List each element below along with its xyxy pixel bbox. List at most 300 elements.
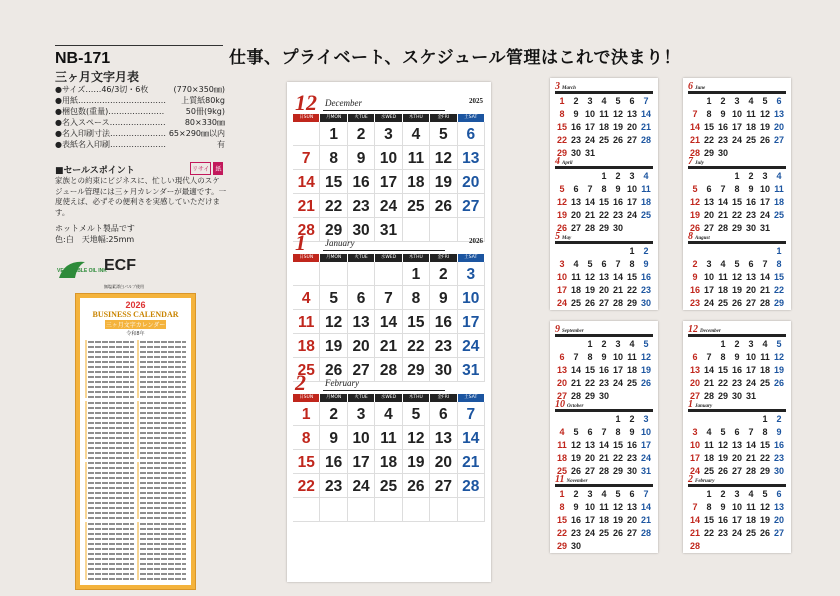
thumb-date-cell: 14 xyxy=(612,272,623,282)
date-cell: 5 xyxy=(403,402,430,426)
thumb-month-label: April xyxy=(562,161,573,166)
thumb-date-cell: 25 xyxy=(640,210,651,220)
month-block xyxy=(293,372,485,522)
date-cell: 14 xyxy=(375,310,402,334)
thumb-date-cell: 26 xyxy=(556,223,567,233)
thumb-date-cell: 13 xyxy=(556,365,567,375)
thumb-date-cell: 4 xyxy=(720,259,726,269)
thumb-date-cell: 11 xyxy=(704,440,714,450)
thumb-date-cell: 13 xyxy=(745,272,756,282)
thumb-date-cell: 8 xyxy=(776,259,782,269)
thumb-date-cell: 13 xyxy=(626,109,637,119)
thumb-date-cell xyxy=(716,245,730,258)
thumb-date-cell: 28 xyxy=(717,223,728,233)
thumb-date-cell: 28 xyxy=(570,391,581,401)
thumb-date-cell xyxy=(688,245,702,258)
thumb-date-cell: 27 xyxy=(598,298,609,308)
date-cell: 15 xyxy=(293,450,320,474)
thumb-date-cell: 29 xyxy=(731,223,742,233)
thumb-date-cell: 13 xyxy=(773,502,784,512)
thumb-date-cell: 16 xyxy=(570,122,581,132)
thumb-date-cell: 25 xyxy=(598,135,609,145)
thumb-date-cell: 13 xyxy=(598,272,609,282)
thumb-date-cell: 28 xyxy=(612,298,623,308)
thumb-date-cell: 6 xyxy=(748,259,754,269)
thumb-date-cell: 15 xyxy=(612,440,623,450)
thumb-date-cell xyxy=(744,540,758,553)
thumb-date-cell: 16 xyxy=(773,440,784,450)
thumb-date-cell: 26 xyxy=(689,223,700,233)
thumb-date-cell: 20 xyxy=(570,210,581,220)
vegetable-label: VEGETABLE OIL INK xyxy=(57,268,107,274)
thumb-date-cell: 6 xyxy=(601,259,607,269)
thumb-date-cell: 6 xyxy=(587,427,593,437)
thumb-date-cell: 22 xyxy=(556,528,567,538)
ecf-logo: ECF 無塩素漂白パルプ使用 xyxy=(104,257,144,289)
thumb-date-cell xyxy=(611,245,625,258)
thumb-date-cell: 24 xyxy=(689,466,700,476)
cover-thumbnail xyxy=(75,293,196,590)
thumb-date-cell: 1 xyxy=(706,96,712,106)
thumb-date-cell: 24 xyxy=(584,528,595,538)
date-cell: 2 xyxy=(348,122,375,146)
thumb-date-cell: 28 xyxy=(584,223,595,233)
thumb-date-cell xyxy=(772,540,786,553)
thumb-date-cell: 1 xyxy=(559,96,565,106)
thumb-date-cell: 10 xyxy=(689,440,700,450)
date-cell: 11 xyxy=(375,426,402,450)
thumb-date-cell xyxy=(702,245,716,258)
date-cell: 9 xyxy=(430,286,457,310)
thumb-date-cell: 13 xyxy=(773,109,784,119)
calendar-page-thumbnail xyxy=(550,78,658,310)
date-cell: 27 xyxy=(348,358,375,382)
date-cell: 12 xyxy=(320,310,347,334)
thumb-date-cell: 26 xyxy=(612,528,623,538)
date-cell: 2 xyxy=(320,402,347,426)
thumb-date-cell: 8 xyxy=(734,184,740,194)
thumb-date-cell: 21 xyxy=(717,210,728,220)
thumb-date-cell: 23 xyxy=(612,210,623,220)
thumb-date-cell: 2 xyxy=(720,489,726,499)
product-code: NB-171 xyxy=(55,50,111,67)
thumb-date-cell: 3 xyxy=(643,414,649,424)
thumb-date-cell xyxy=(716,170,730,183)
binding-info: ホットメルト製品です 色:白 天地幅:25mm xyxy=(55,224,135,244)
thumb-date-cell: 1 xyxy=(720,339,726,349)
thumb-date-cell: 22 xyxy=(584,378,595,388)
thumb-date-cell: 15 xyxy=(584,365,595,375)
thumb-month-number: 7 xyxy=(688,156,693,167)
thumb-date-cell: 22 xyxy=(717,378,728,388)
date-cell: 7 xyxy=(375,286,402,310)
thumb-date-cell: 10 xyxy=(626,184,637,194)
date-cell: 26 xyxy=(403,474,430,498)
thumb-date-cell: 21 xyxy=(584,210,595,220)
thumb-date-cell: 12 xyxy=(731,272,742,282)
thumb-date-cell: 17 xyxy=(584,515,595,525)
thumb-date-cell xyxy=(688,413,702,426)
date-cell: 20 xyxy=(430,450,457,474)
thumb-date-cell xyxy=(555,338,569,351)
thumb-date-cell: 11 xyxy=(641,184,651,194)
thumb-date-cell xyxy=(758,245,772,258)
thumb-date-cell: 27 xyxy=(584,466,595,476)
thumb-date-cell: 21 xyxy=(745,453,756,463)
thumb-date-cell: 9 xyxy=(776,427,782,437)
date-cell: 20 xyxy=(458,170,485,194)
thumb-month-block xyxy=(555,82,653,160)
thumb-date-cell: 31 xyxy=(640,466,651,476)
date-cell xyxy=(293,122,320,146)
thumb-date-cell: 19 xyxy=(570,453,581,463)
date-cell: 29 xyxy=(320,218,347,242)
thumb-date-cell xyxy=(702,540,716,553)
thumb-date-cell: 12 xyxy=(759,109,770,119)
thumb-date-cell: 27 xyxy=(689,391,700,401)
month-number: 1 xyxy=(295,230,306,255)
thumb-date-cell: 30 xyxy=(570,148,581,158)
thumb-date-cell: 17 xyxy=(689,453,700,463)
thumb-date-cell: 7 xyxy=(643,96,649,106)
thumb-date-cell: 27 xyxy=(626,135,637,145)
thumb-date-cell: 16 xyxy=(570,515,581,525)
thumb-date-cell: 3 xyxy=(762,171,768,181)
thumb-date-cell: 2 xyxy=(629,414,635,424)
thumb-date-cell: 11 xyxy=(718,272,728,282)
thumb-date-cell: 15 xyxy=(626,272,637,282)
thumb-date-cell: 23 xyxy=(640,285,651,295)
thumb-date-cell: 16 xyxy=(731,365,742,375)
weekday-label: 水WED xyxy=(375,114,401,122)
thumb-month-number: 2 xyxy=(688,474,693,485)
thumb-date-cell: 7 xyxy=(587,184,593,194)
thumb-date-cell: 25 xyxy=(745,528,756,538)
date-cell: 15 xyxy=(403,310,430,334)
thumb-date-cell: 21 xyxy=(689,528,700,538)
weekday-label: 日SUN xyxy=(293,114,319,122)
thumb-date-cell: 23 xyxy=(626,453,637,463)
thumb-date-cell: 30 xyxy=(745,223,756,233)
thumb-date-cell: 16 xyxy=(640,272,651,282)
thumb-date-cell xyxy=(569,245,583,258)
thumb-date-cell: 3 xyxy=(734,96,740,106)
thumb-date-cell: 25 xyxy=(703,466,714,476)
thumb-date-cell: 10 xyxy=(703,272,714,282)
thumb-date-cell: 20 xyxy=(598,285,609,295)
thumb-date-cell xyxy=(611,540,625,553)
thumb-date-cell: 7 xyxy=(573,352,579,362)
date-cell: 3 xyxy=(348,402,375,426)
thumb-date-cell: 12 xyxy=(689,197,700,207)
thumb-date-cell: 27 xyxy=(745,298,756,308)
thumb-date-cell: 3 xyxy=(587,489,593,499)
thumb-date-cell: 2 xyxy=(573,96,579,106)
thumb-date-cell: 14 xyxy=(640,109,651,119)
thumb-date-cell: 23 xyxy=(745,210,756,220)
thumb-date-cell: 27 xyxy=(773,528,784,538)
thumb-date-cell: 17 xyxy=(703,285,714,295)
thumb-date-cell: 26 xyxy=(640,378,651,388)
thumb-date-cell: 26 xyxy=(759,135,770,145)
thumb-date-cell xyxy=(702,170,716,183)
month-number: 12 xyxy=(295,90,317,115)
thumb-date-cell: 27 xyxy=(556,391,567,401)
thumb-date-cell: 16 xyxy=(626,440,637,450)
date-cell: 6 xyxy=(458,122,485,146)
weekday-row xyxy=(293,254,485,262)
thumb-date-cell: 5 xyxy=(643,339,649,349)
thumb-date-grid xyxy=(688,338,786,403)
thumb-date-cell: 27 xyxy=(703,223,714,233)
thumb-month-block xyxy=(688,325,786,403)
thumb-date-cell: 9 xyxy=(643,259,649,269)
weekday-label: 月MON xyxy=(320,114,346,122)
thumb-date-cell xyxy=(583,413,597,426)
vegetable-oil-ink-logo xyxy=(55,258,107,282)
thumb-month-block xyxy=(688,400,786,478)
thumb-date-cell: 18 xyxy=(759,365,770,375)
thumb-date-cell: 5 xyxy=(573,427,579,437)
thumb-date-cell: 21 xyxy=(598,453,609,463)
thumb-date-cell: 21 xyxy=(689,135,700,145)
thumb-date-cell: 21 xyxy=(640,122,651,132)
weekday-row xyxy=(293,394,485,402)
thumb-date-cell: 15 xyxy=(598,197,609,207)
thumb-date-cell: 30 xyxy=(773,466,784,476)
month-label: January xyxy=(325,238,355,248)
thumb-date-cell: 16 xyxy=(689,285,700,295)
date-cell: 8 xyxy=(403,286,430,310)
thumb-date-cell: 10 xyxy=(640,427,651,437)
thumb-date-cell: 29 xyxy=(717,391,728,401)
thumb-month-header xyxy=(688,157,786,166)
thumb-date-cell: 28 xyxy=(759,298,770,308)
thumb-date-cell: 18 xyxy=(745,122,756,132)
product-name: 三ヶ月文字月表 xyxy=(55,70,140,84)
thumb-month-header xyxy=(555,232,653,241)
thumb-date-cell xyxy=(688,488,702,501)
cover-subtitle: 三ヶ月文字カレンダー xyxy=(105,322,166,329)
thumb-date-cell: 12 xyxy=(612,502,623,512)
thumb-date-cell: 18 xyxy=(717,285,728,295)
thumb-date-cell: 26 xyxy=(584,298,595,308)
thumb-date-cell: 9 xyxy=(720,109,726,119)
thumb-date-cell: 21 xyxy=(570,378,581,388)
date-cell: 5 xyxy=(430,122,457,146)
date-cell: 18 xyxy=(403,170,430,194)
thumb-date-cell: 3 xyxy=(748,339,754,349)
thumb-date-cell: 8 xyxy=(601,184,607,194)
thumb-date-cell: 22 xyxy=(703,135,714,145)
date-cell: 23 xyxy=(320,474,347,498)
date-cell: 16 xyxy=(348,170,375,194)
date-cell: 7 xyxy=(458,402,485,426)
thumb-date-cell: 2 xyxy=(734,339,740,349)
thumb-date-cell: 11 xyxy=(599,109,609,119)
date-cell: 28 xyxy=(293,218,320,242)
thumb-date-cell: 19 xyxy=(640,365,651,375)
date-cell: 17 xyxy=(375,170,402,194)
date-cell: 26 xyxy=(320,358,347,382)
thumb-date-cell: 30 xyxy=(717,148,728,158)
thumb-date-cell: 1 xyxy=(601,171,607,181)
thumb-date-cell: 5 xyxy=(776,339,782,349)
date-cell: 25 xyxy=(375,474,402,498)
thumb-date-cell: 10 xyxy=(612,352,623,362)
thumb-date-cell: 12 xyxy=(640,352,651,362)
date-cell: 11 xyxy=(293,310,320,334)
cover-era: 令和8年 xyxy=(126,331,145,337)
date-cell: 4 xyxy=(403,122,430,146)
weekday-label: 水WED xyxy=(375,254,401,262)
thumb-date-cell xyxy=(688,338,702,351)
thumb-date-cell: 10 xyxy=(759,184,770,194)
thumb-date-cell: 19 xyxy=(759,122,770,132)
thumb-date-cell: 2 xyxy=(748,171,754,181)
thumb-date-cell: 8 xyxy=(587,352,593,362)
date-cell: 22 xyxy=(403,334,430,358)
thumb-date-cell: 19 xyxy=(773,365,784,375)
thumb-month-label: September xyxy=(562,329,584,334)
thumb-date-grid xyxy=(688,245,786,310)
thumb-date-cell: 13 xyxy=(703,197,714,207)
thumb-date-cell: 4 xyxy=(601,96,607,106)
weekday-label: 火TUE xyxy=(348,254,374,262)
thumb-date-cell: 6 xyxy=(692,352,698,362)
thumb-date-grid xyxy=(555,488,653,553)
thumb-date-cell: 21 xyxy=(640,515,651,525)
thumb-date-grid xyxy=(688,170,786,235)
thumb-date-cell: 22 xyxy=(731,210,742,220)
thumb-date-cell: 28 xyxy=(745,466,756,476)
thumb-date-cell: 5 xyxy=(762,489,768,499)
thumb-date-cell: 8 xyxy=(559,109,565,119)
thumb-month-block xyxy=(555,157,653,235)
thumb-date-cell: 28 xyxy=(703,391,714,401)
thumb-date-cell xyxy=(583,540,597,553)
thumb-date-grid xyxy=(688,413,786,478)
thumb-date-cell xyxy=(688,170,702,183)
date-cell: 22 xyxy=(293,474,320,498)
weekday-label: 木THU xyxy=(403,394,429,402)
thumb-date-cell: 20 xyxy=(626,122,637,132)
thumb-date-cell: 5 xyxy=(720,427,726,437)
date-cell: 23 xyxy=(348,194,375,218)
thumb-date-cell: 11 xyxy=(571,272,581,282)
thumb-date-cell: 22 xyxy=(773,285,784,295)
date-cell xyxy=(348,262,375,286)
date-cell: 23 xyxy=(430,334,457,358)
date-cell: 18 xyxy=(375,450,402,474)
thumb-date-cell: 11 xyxy=(746,502,756,512)
thumb-date-grid xyxy=(555,413,653,478)
thumb-date-cell: 4 xyxy=(748,96,754,106)
thumb-date-cell: 20 xyxy=(773,515,784,525)
sales-point-text: 家族との約束にビジネスに、忙しい現代人のスケジュール管理には三ヶ月カレンダーが最適です。一度使えば、必ずその便利さを実感していただけます。 xyxy=(55,176,227,217)
date-cell: 19 xyxy=(320,334,347,358)
thumb-date-cell: 8 xyxy=(706,109,712,119)
thumb-month-block xyxy=(555,325,653,403)
thumb-date-cell: 4 xyxy=(776,171,782,181)
spec-row: ●用紙…………………………… 上質紙80kg xyxy=(55,96,225,105)
thumb-month-number: 10 xyxy=(555,399,565,410)
thumb-date-cell xyxy=(702,338,716,351)
thumb-date-cell: 5 xyxy=(692,184,698,194)
thumb-date-cell xyxy=(569,338,583,351)
month-year: 2026 xyxy=(469,237,483,245)
thumb-date-cell: 19 xyxy=(612,122,623,132)
headline: 仕事、プライベート、スケジュール管理はこれで決まり！ xyxy=(229,48,681,68)
date-cell: 13 xyxy=(458,146,485,170)
thumb-date-cell: 1 xyxy=(629,246,635,256)
thumb-date-cell: 11 xyxy=(746,109,756,119)
thumb-month-header xyxy=(555,82,653,91)
weekday-row xyxy=(293,114,485,122)
thumb-date-cell: 30 xyxy=(640,298,651,308)
date-cell: 9 xyxy=(320,426,347,450)
date-cell: 11 xyxy=(403,146,430,170)
thumb-date-cell: 6 xyxy=(629,489,635,499)
thumb-date-cell: 12 xyxy=(556,197,567,207)
weekday-label: 月MON xyxy=(320,394,346,402)
date-cell xyxy=(293,498,320,522)
thumb-date-cell xyxy=(625,540,639,553)
thumb-date-cell: 25 xyxy=(759,378,770,388)
thumb-date-cell: 5 xyxy=(559,184,565,194)
thumb-date-cell: 6 xyxy=(776,489,782,499)
thumb-date-cell: 22 xyxy=(703,528,714,538)
sales-point-heading: ■セールスポイント xyxy=(55,166,135,176)
thumb-date-cell: 6 xyxy=(573,184,579,194)
thumb-date-cell: 17 xyxy=(626,197,637,207)
thumb-date-cell xyxy=(758,540,772,553)
thumb-date-cell: 28 xyxy=(689,148,700,158)
thumb-date-cell: 22 xyxy=(598,210,609,220)
month-year: 2025 xyxy=(469,97,483,105)
cover-month-grid xyxy=(85,340,186,580)
thumb-date-cell: 31 xyxy=(584,148,595,158)
thumb-month-label: May xyxy=(562,236,572,241)
date-cell: 3 xyxy=(375,122,402,146)
thumb-date-cell: 7 xyxy=(748,427,754,437)
thumb-month-label: November xyxy=(566,479,588,484)
thumb-date-cell: 23 xyxy=(689,298,700,308)
date-cell: 24 xyxy=(375,194,402,218)
thumb-date-cell: 4 xyxy=(762,339,768,349)
thumb-date-cell: 11 xyxy=(599,502,609,512)
thumb-date-cell: 24 xyxy=(731,528,742,538)
date-cell: 30 xyxy=(430,358,457,382)
thumb-date-cell: 26 xyxy=(570,466,581,476)
thumb-date-cell: 30 xyxy=(626,466,637,476)
thumb-date-cell: 14 xyxy=(584,197,595,207)
thumb-date-cell: 6 xyxy=(776,96,782,106)
thumb-month-label: February xyxy=(695,479,715,484)
thumb-date-cell: 24 xyxy=(626,210,637,220)
recycle-paper-badge: リサイ 紙 xyxy=(190,162,223,175)
date-cell: 27 xyxy=(430,474,457,498)
spec-row: ●名入スペース………………… 80×330㎜ xyxy=(55,118,225,127)
thumb-date-cell xyxy=(702,413,716,426)
thumb-date-cell: 23 xyxy=(598,378,609,388)
thumb-date-cell: 10 xyxy=(731,502,742,512)
thumb-date-grid xyxy=(555,245,653,310)
thumb-date-cell: 19 xyxy=(584,285,595,295)
calendar-page-thumbnail xyxy=(550,321,658,553)
thumb-date-cell: 14 xyxy=(598,440,609,450)
thumb-date-cell: 2 xyxy=(643,246,649,256)
